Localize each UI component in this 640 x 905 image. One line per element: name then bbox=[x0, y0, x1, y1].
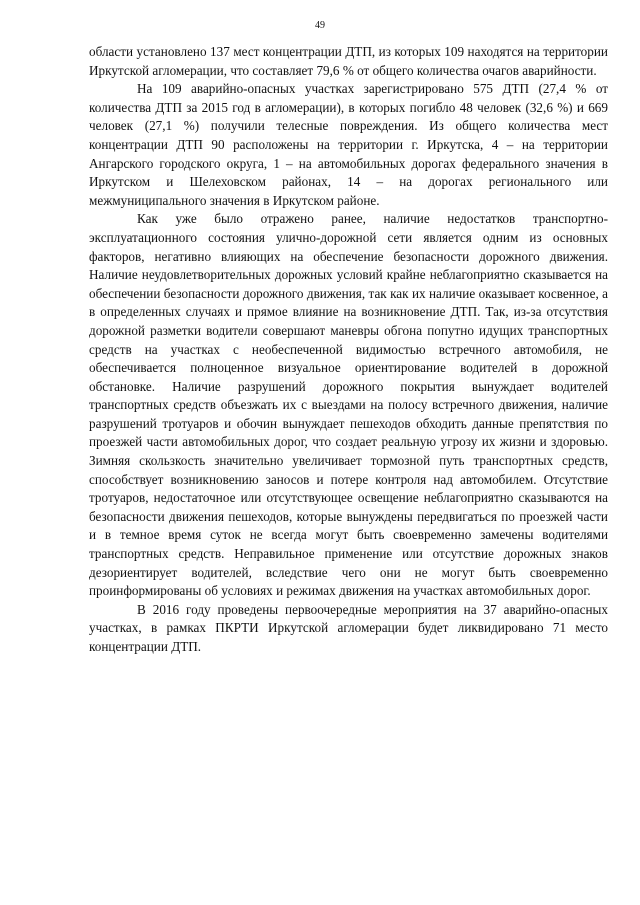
paragraph-2: На 109 аварийно-опасных участках зарегистрировано 575 ДТП (27,4 % от количества ДТП за 2015 год в агломерации), в которых погибло 48 человек (32,6 %) и 669 человек (27,1 %) получили телесные повреждения. Из общего количества мест концентрации ДТП 90 расположены на территории г. Иркутска, 4 – на территории Ангарского городского округа, 1 – на автомобильных дорогах федерального значения в Иркутском и Шелеховском районах, 14 – на дорогах регионального или межмуниципального значения в Иркутском районе. bbox=[89, 81, 608, 208]
paragraph-1: области установлено 137 мест концентрации ДТП, из которых 109 находятся на территории Иркутской агломерации, что составляет 79,6 % от общего количества очагов аварийности. bbox=[89, 44, 608, 78]
document-body bbox=[89, 43, 608, 657]
paragraph-4: В 2016 году проведены первоочередные мероприятия на 37 аварийно-опасных участках, в рамках ПКРТИ Иркутской агломерации будет ликвидировано 71 место концентрации ДТП. bbox=[89, 601, 608, 654]
page-number: 49 bbox=[315, 20, 325, 31]
paragraph-3: Как уже было отражено ранее, наличие недостатков транспортно-эксплуатационного состояния улично-дорожной сети является одним из основных факторов, негативно влияющих на обеспечение безопасности дорожного движения. Наличие неудовлетворительных дорожных условий крайне неблагоприятно сказывается на обеспечении безопасности дорожного движения, так как их наличие оказывает косвенное, а в определенных случаях и прямое влияние на возникновение ДТП. Так, из-за отсутствия дорожной разметки водители совершают маневры обгона попутно идущих транспортных средств на участках с необеспеченной видимостью встречного автомобиля, не обеспечивается полноценное визуальное ориентирование водителей в дорожной обстановке. Наличие разрушений дорожного покрытия вынуждает водителей транспортных средств объезжать их с выездами на полосу встречного движения, наличие разрушений тротуаров и обочин вынуждает пешеходов обходить данные препятствия по проезжей части автомобильных дорог, что создает реальную угрозу их жизни и здоровью. Зимняя скользкость значительно увеличивает тормозной путь транспортных средств, способствует возникновению заносов и потере контроля над автомобилем. Отсутствие тротуаров, недостаточное или отсутствующее освещение неблагоприятно сказываются на безопасности движения пешеходов, которые вынуждены передвигаться по проезжей части и в темное время суток не всегда могут быть своевременно замечены водителями транспортных средств. Неправильное применение или отсутствие дорожных знаков дезориентирует водителей, вследствие чего они не могут быть своевременно проинформированы об условиях и режимах движения на участках автомобильных дорог. bbox=[89, 211, 608, 599]
